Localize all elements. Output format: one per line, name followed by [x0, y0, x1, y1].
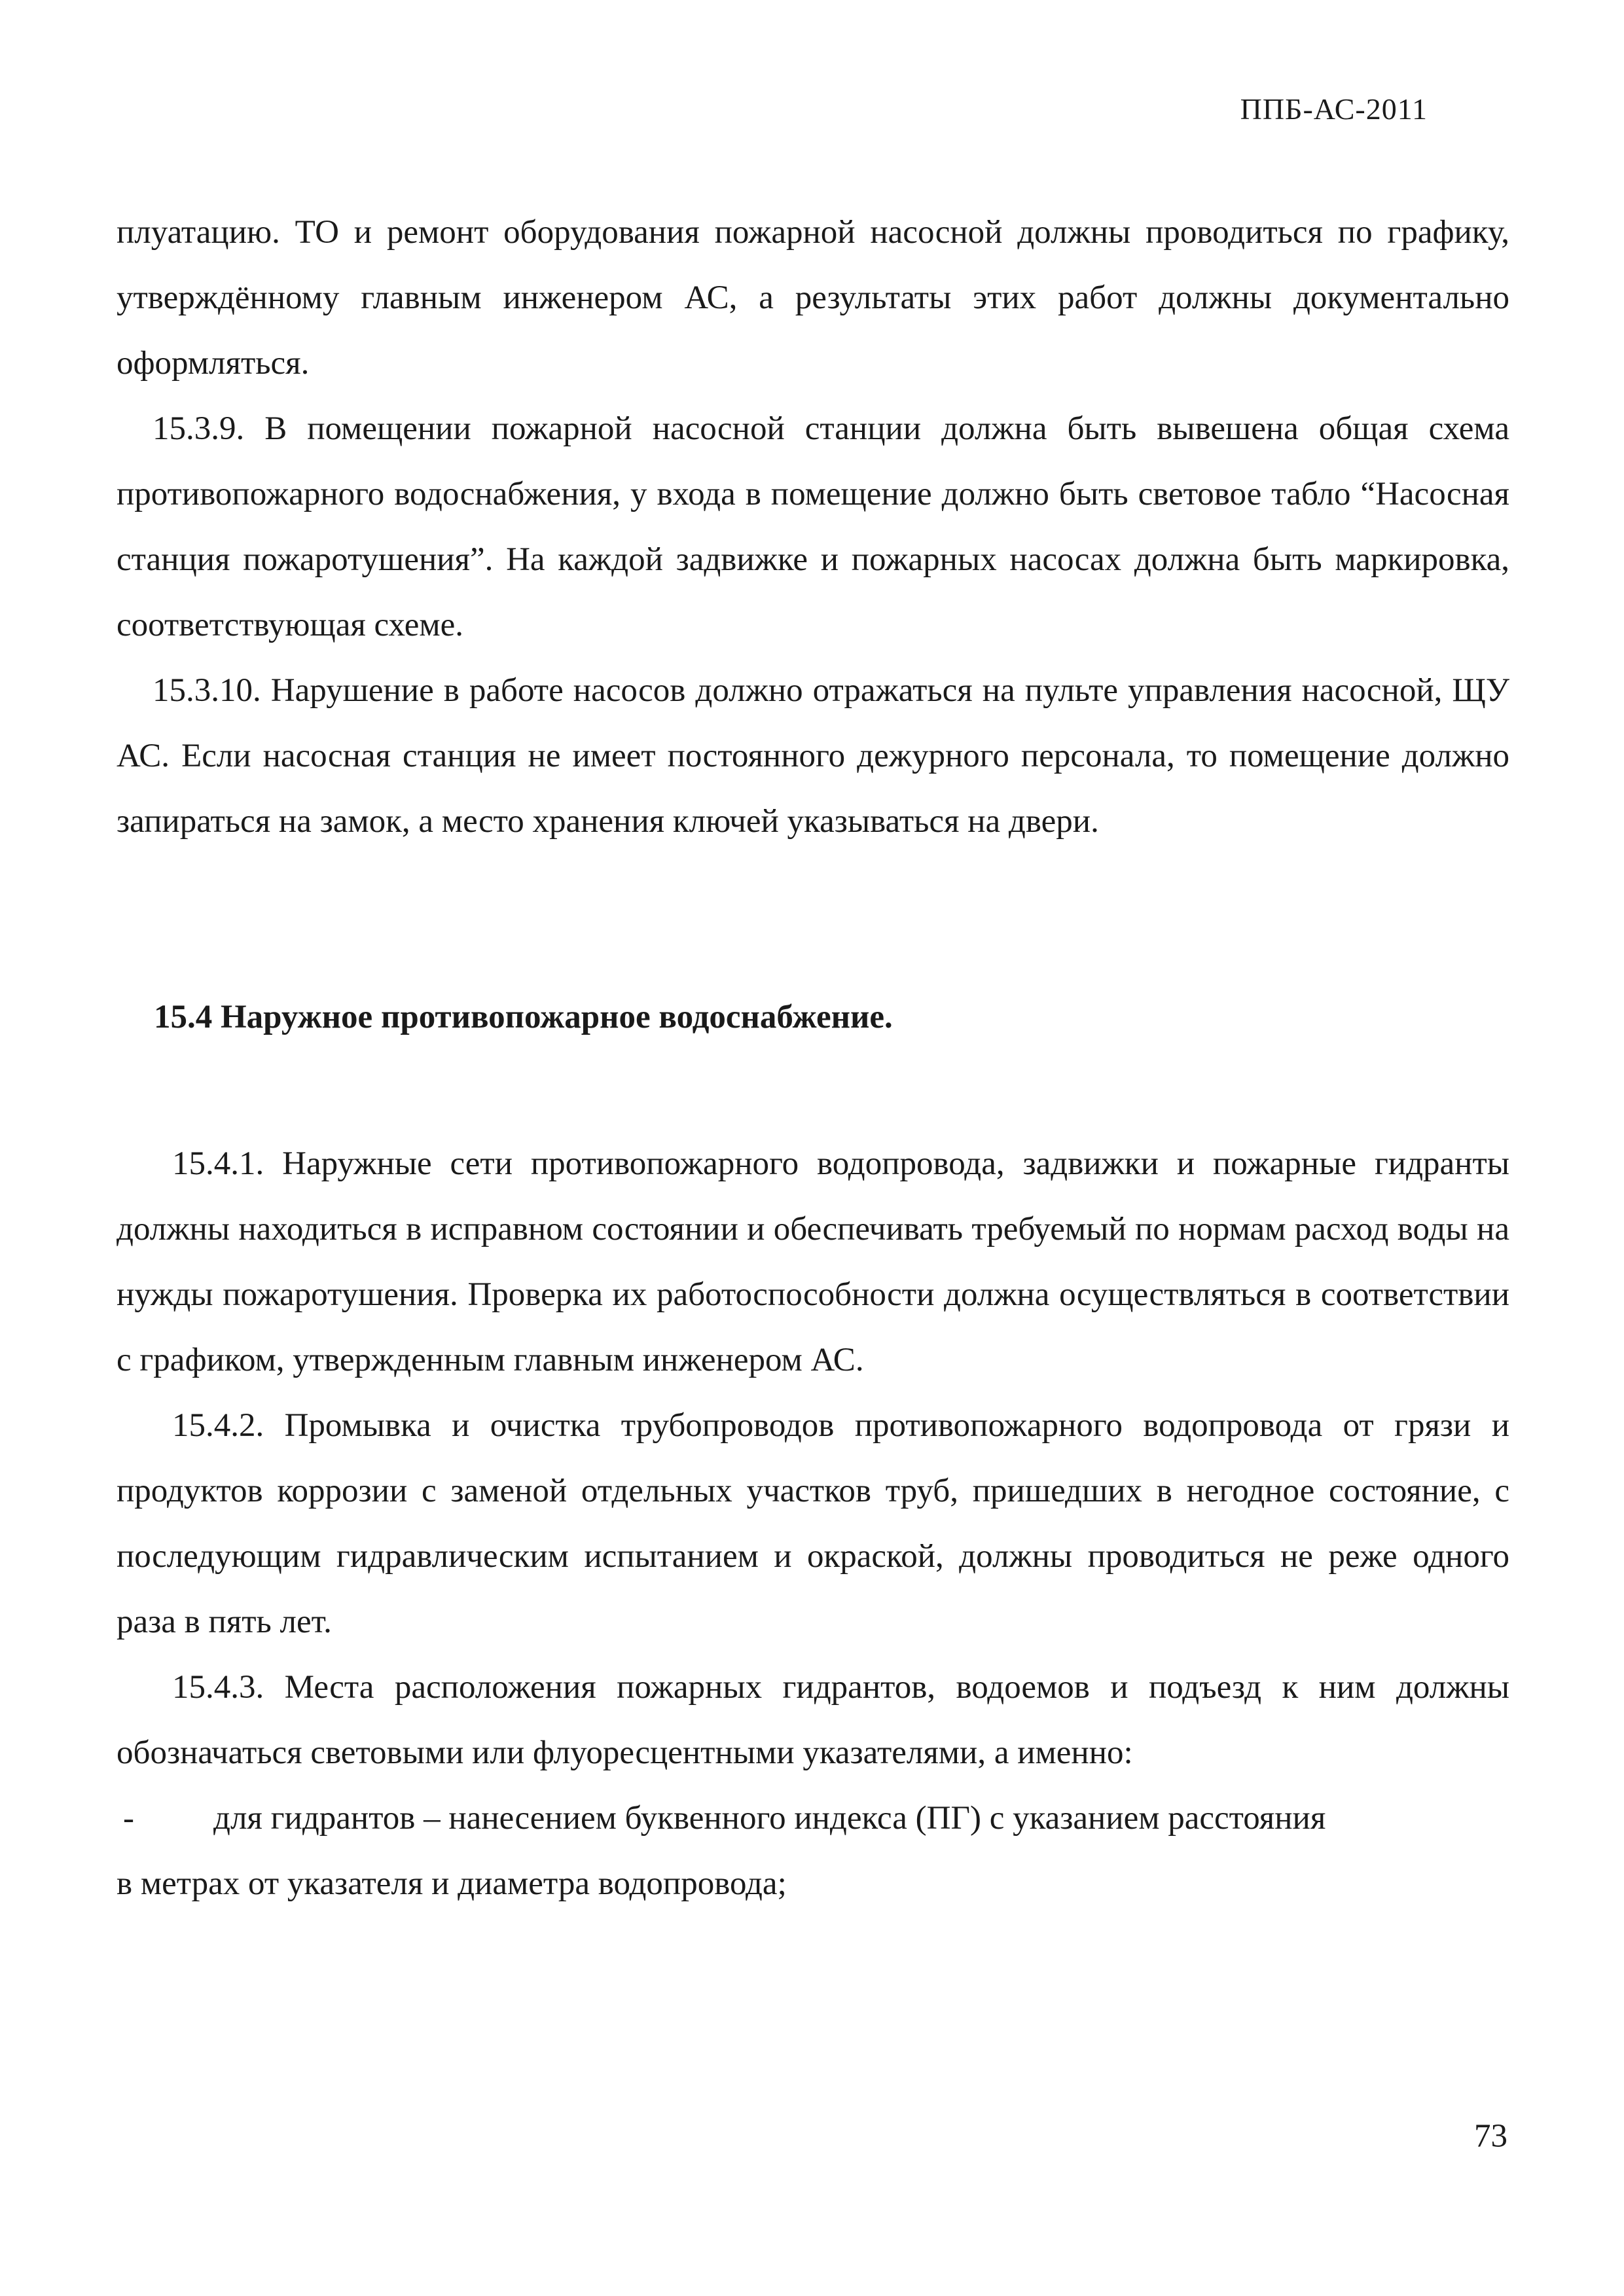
section-heading: 15.4 Наружное противопожарное водоснабжение. — [154, 999, 893, 1035]
paragraph-15-4-1: 15.4.1. Наружные сети противопожарного водопровода, задвижки и пожарные гидранты должны находиться в исправном состоянии и обеспечивать требуемый по нормам расход воды на нужды пожаротушения. Проверка их работоспособности должна осуществляться в соответствии с графиком, утвержденным главным инженером АС. — [117, 1145, 1509, 1378]
paragraph-15-3-10: 15.3.10. Нарушение в работе насосов должно отражаться на пульте управления насосной, ЩУ АС. Если насосная станция не имеет постоянного дежурного персонала, то помещение должно запираться на замок, а место хранения ключей указываться на двери. — [117, 672, 1509, 840]
list-item-continuation: в метрах от указателя и диаметра водопровода; — [117, 1865, 787, 1902]
text-block-section — [117, 1131, 1509, 1916]
page-number: 73 — [1474, 2118, 1507, 2155]
list-item — [117, 1785, 1509, 1851]
paragraph-continuation: плуатацию. ТО и ремонт оборудования пожарной насосной должны проводиться по графику, утверждённому главным инженером АС, а результаты этих работ должны документально оформляться. — [117, 214, 1509, 382]
list-item-text: для гидрантов – нанесением буквенного индекса (ПГ) с указанием расстояния — [213, 1800, 1326, 1837]
paragraph-15-3-9: 15.3.9. В помещении пожарной насосной станции должна быть вывешена общая схема противопожарного водоснабжения, у входа в помещение должно быть световое табло “Насосная станция пожаротушения”. На каждой задвижке и пожарных насосах должна быть маркировка, соответствующая схеме. — [117, 410, 1509, 643]
paragraph-15-4-2: 15.4.2. Промывка и очистка трубопроводов противопожарного водопровода от грязи и продуктов коррозии с заменой отдельных участков труб, пришедших в негодное состояние, с последующим гидравлическим испытанием и окраской, должны проводиться не реже одного раза в пять лет. — [117, 1407, 1509, 1640]
document-code-header: ППБ-АС-2011 — [1240, 92, 1428, 126]
paragraph-15-4-3: 15.4.3. Места расположения пожарных гидрантов, водоемов и подъезд к ним должны обозначаться световыми или флуоресцентными указателями, а именно: — [117, 1669, 1509, 1771]
text-block-top — [117, 200, 1509, 854]
list-dash: - — [123, 1800, 134, 1837]
